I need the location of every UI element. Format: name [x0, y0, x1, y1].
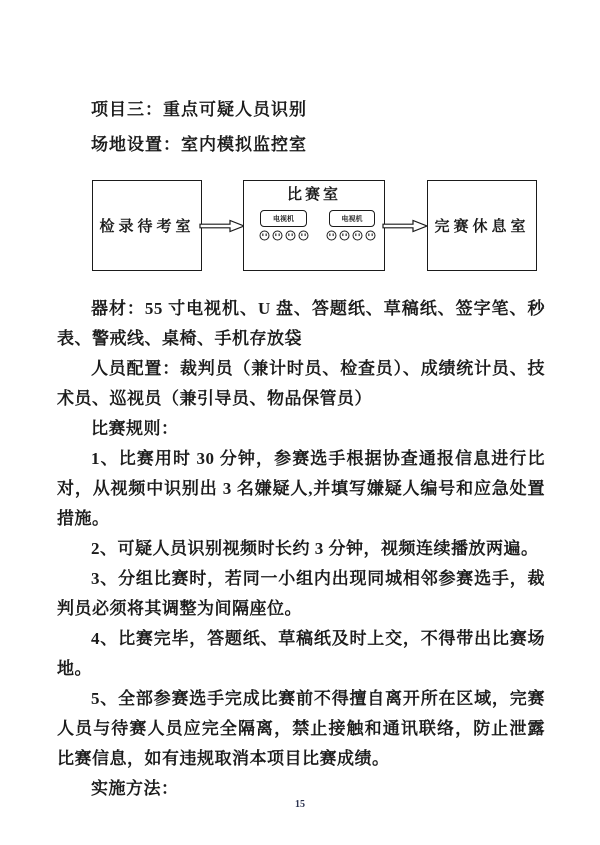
- tv-box: [329, 210, 375, 227]
- page-number: 15: [295, 799, 305, 810]
- seat-icon: [259, 230, 270, 241]
- checkin-room-label: 检录待考室: [99, 219, 195, 235]
- rule-3: 3、分组比赛时，若同一小组内出现同城相邻参赛选手，裁判员必须将其调整为间隔座位。: [57, 569, 545, 618]
- seat-icon: [285, 230, 296, 241]
- seat-icon: [272, 230, 283, 241]
- document-content: [57, 92, 545, 804]
- seat-icon: [339, 230, 350, 241]
- paragraph-staffing: 人员配置：裁判员（兼计时员、检查员）、成绩统计员、技术员、巡视员（兼引导员、物品保管员）: [57, 359, 545, 408]
- flow-arrow-icon: [382, 218, 428, 234]
- rule-4: 4、比赛完毕，答题纸、草稿纸及时上交，不得带出比赛场地。: [57, 629, 545, 678]
- checkin-room-box: [92, 180, 202, 271]
- seat-icon: [352, 230, 363, 241]
- seat-icon: [298, 230, 309, 241]
- seat-row: [259, 230, 309, 241]
- rest-room-label: 完赛休息室: [434, 219, 530, 235]
- tv-box: [260, 210, 307, 227]
- tv-label: 电视机: [273, 214, 294, 223]
- rule-1: 1、比赛用时 30 分钟，参赛选手根据协查通报信息进行比对，从视频中识别出 3 名嫌疑人,并填写嫌疑人编号和应急处置措施。: [57, 449, 545, 528]
- competition-room-box: [243, 180, 385, 271]
- paragraph-equipment: 器材：55 寸电视机、U 盘、答题纸、草稿纸、签字笔、秒表、警戒线、桌椅、手机存放袋: [57, 299, 545, 348]
- competition-room-label: 比赛室: [286, 187, 341, 203]
- tv-label: 电视机: [341, 214, 363, 223]
- section-label-implementation: 实施方法：: [91, 779, 179, 798]
- flow-arrow-icon: [199, 218, 245, 234]
- section-label-rules: 比赛规则：: [91, 419, 179, 438]
- project-title: 项目三：重点可疑人员识别: [91, 100, 307, 119]
- rest-room-box: [427, 180, 537, 271]
- venue-subtitle: 场地设置：室内模拟监控室: [91, 135, 307, 154]
- seat-row: [326, 230, 376, 241]
- body-text: [57, 294, 545, 804]
- room-flow-diagram: [57, 178, 545, 273]
- rule-5: 5、全部参赛选手完成比赛前不得擅自离开所在区域，完赛人员与待赛人员应完全隔离，禁止接触和通讯联络，防止泄露比赛信息，如有违规取消本项目比赛成绩。: [57, 689, 545, 768]
- seat-icon: [365, 230, 376, 241]
- seat-icon: [326, 230, 337, 241]
- rule-2: 2、可疑人员识别视频时长约 3 分钟，视频连续播放两遍。: [91, 539, 539, 558]
